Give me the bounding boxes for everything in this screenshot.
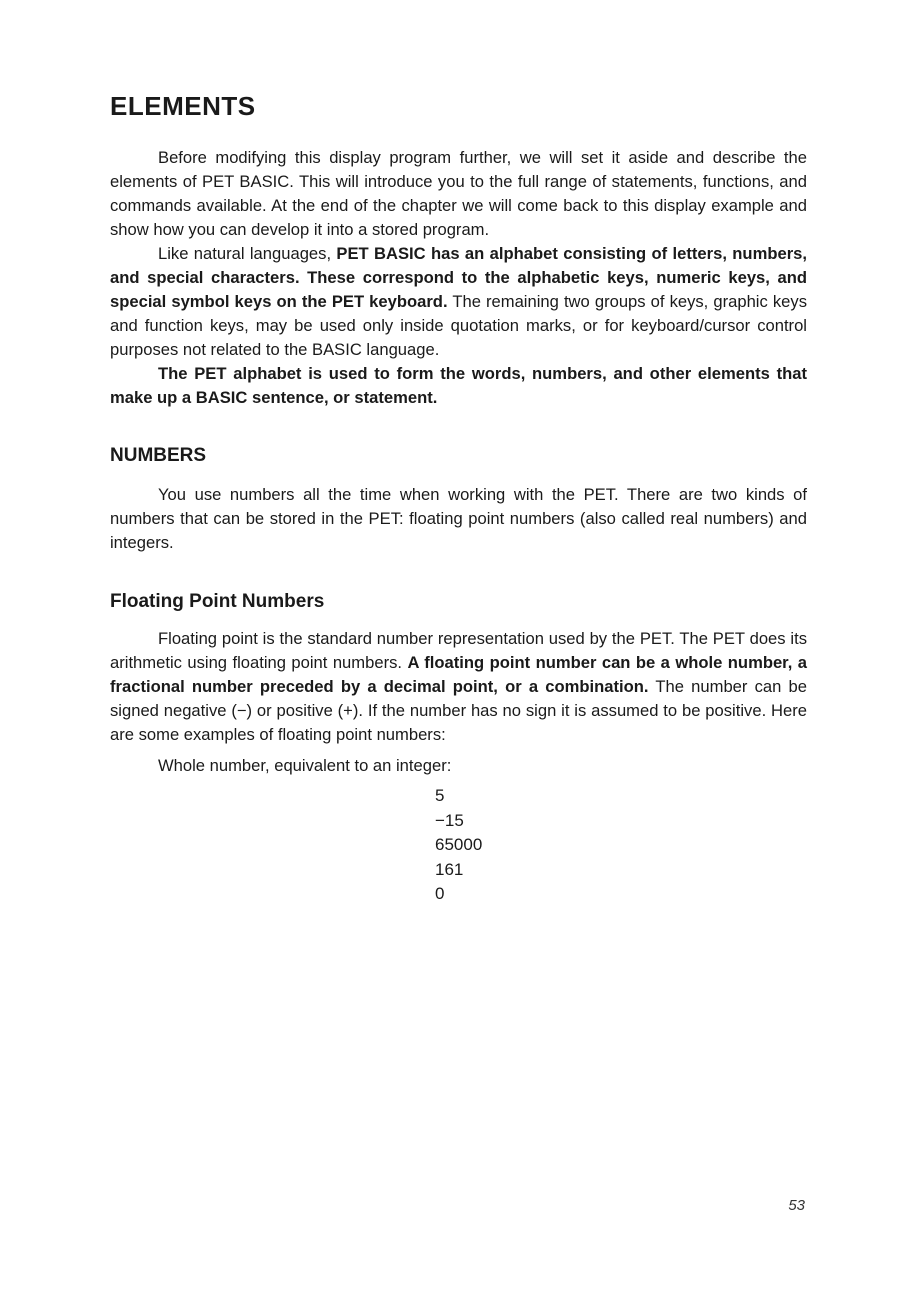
page-number: 53 [788,1197,805,1214]
section-heading-elements: ELEMENTS [110,91,256,121]
example-number: 161 [435,859,464,879]
example-number: 65000 [435,835,483,854]
paragraph-statement [110,362,807,410]
paragraph-floating-pre: Floating point is the standard number representation used by the PET. The PET does its arithmetic using floating point numbers. [110,629,807,672]
paragraph-floating-bold: A floating point number can be a whole number, a fractional number preceded by a decimal point, or a combination. [110,653,808,696]
subsection-heading-floating-point: Floating Point Numbers [110,591,325,612]
section-heading-numbers: NUMBERS [110,445,207,466]
paragraph-intro: Before modifying this display program further, we will set it aside and describe the elements of PET BASIC. This will introduce you to the full range of statements, functions, and commands available. At the end of the chapter we will come back to this display example and show how you can develop it into a stored program. [110,148,807,239]
spacer [110,555,807,589]
paragraph-floating-post: The number can be signed negative (−) or positive (+). If the number has no sign it is assumed to be positive. Here are some examples of floating point numbers: [110,677,807,744]
paragraph-statement-bold: The PET alphabet is used to form the words, numbers, and other elements that make up a BASIC sentence, or statement. [110,364,807,407]
examples-lead: Whole number, equivalent to an integer: [158,756,452,775]
paragraph-alphabet-bold: PET BASIC has an alphabet consisting of letters, numbers, and special characters. These correspond to the alphabetic keys, numeric keys, and special symbol keys on the PET keyboard. [110,244,807,311]
paragraph-alphabet-pre: Like natural languages, [158,244,337,263]
spacer [110,410,807,443]
document-page [110,88,807,907]
example-number: 5 [435,786,445,805]
paragraph-alphabet [110,242,807,362]
paragraph-numbers: You use numbers all the time when working with the PET. There are two kinds of numbers that can be stored in the PET: floating point numbers (also called real numbers) and integers. [110,485,807,552]
example-number: 0 [435,884,445,903]
paragraph-floating-point [110,627,807,747]
example-number: −15 [435,810,464,830]
examples-list [110,784,807,907]
paragraph-alphabet-post: The remaining two groups of keys, graphic keys and function keys, may be used only inside quotation marks, or for keyboard/cursor control purposes not related to the BASIC language. [110,292,807,359]
